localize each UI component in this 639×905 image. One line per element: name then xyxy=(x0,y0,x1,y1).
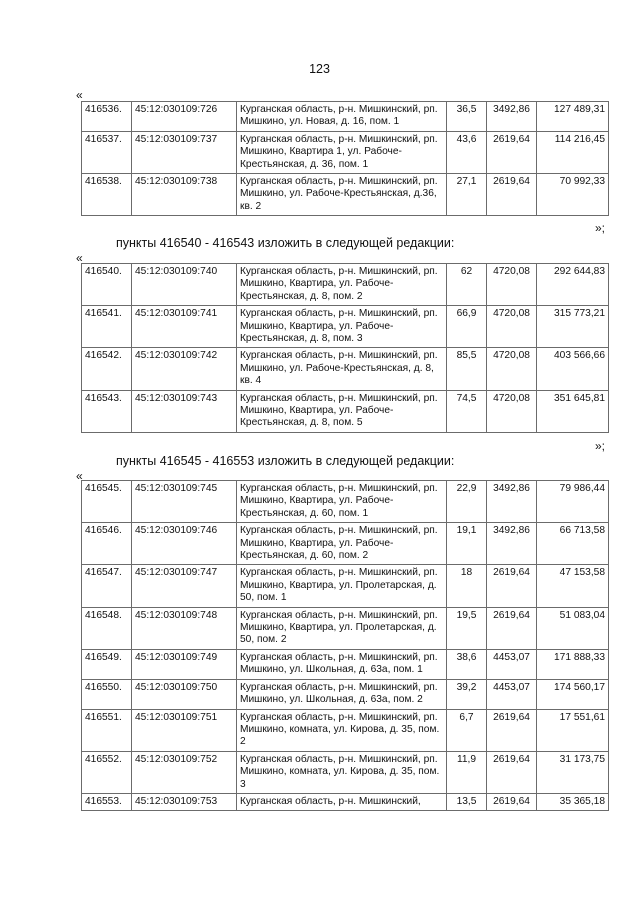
address-cell: Курганская область, р-н. Мишкинский, рп. Мишкино, ул. Рабоче-Крестьянская, д.36, кв. 2 xyxy=(237,174,447,216)
table-row xyxy=(82,565,609,607)
cadastral-number: 45:12:030109:753 xyxy=(132,793,237,810)
address-cell: Курганская область, р-н. Мишкинский, рп. Мишкино, Квартира 1, ул. Рабоче-Крестьянская, д. 36, пом. 1 xyxy=(237,131,447,173)
register-table xyxy=(81,101,609,216)
area-cell: 19,1 xyxy=(447,523,487,565)
rate-cell: 4720,08 xyxy=(487,390,537,432)
rate-cell: 4720,08 xyxy=(487,306,537,348)
row-number: 416546. xyxy=(82,523,132,565)
rate-cell: 4453,07 xyxy=(487,679,537,709)
cadastral-number: 45:12:030109:747 xyxy=(132,565,237,607)
table-row xyxy=(82,793,609,810)
table-row xyxy=(82,709,609,751)
cost-cell: 31 173,75 xyxy=(537,751,609,793)
row-number: 416545. xyxy=(82,481,132,523)
table-row xyxy=(82,481,609,523)
cadastral-number: 45:12:030109:750 xyxy=(132,679,237,709)
cadastral-number: 45:12:030109:740 xyxy=(132,264,237,306)
cadastral-number: 45:12:030109:726 xyxy=(132,102,237,132)
cadastral-number: 45:12:030109:741 xyxy=(132,306,237,348)
opening-quote: « xyxy=(76,88,83,102)
address-cell: Курганская область, р-н. Мишкинский, рп. Мишкино, ул. Школьная, д. 63а, пом. 2 xyxy=(237,679,447,709)
area-cell: 18 xyxy=(447,565,487,607)
cadastral-number: 45:12:030109:743 xyxy=(132,390,237,432)
area-cell: 13,5 xyxy=(447,793,487,810)
row-number: 416540. xyxy=(82,264,132,306)
cost-cell: 70 992,33 xyxy=(537,174,609,216)
row-number: 416541. xyxy=(82,306,132,348)
cost-cell: 47 153,58 xyxy=(537,565,609,607)
address-cell: Курганская область, р-н. Мишкинский, рп. Мишкино, ул. Школьная, д. 63а, пом. 1 xyxy=(237,649,447,679)
address-cell: Курганская область, р-н. Мишкинский, рп. Мишкино, ул. Рабоче-Крестьянская, д. 8, кв. 4 xyxy=(237,348,447,390)
row-number: 416551. xyxy=(82,709,132,751)
register-table xyxy=(81,480,609,811)
rate-cell: 4453,07 xyxy=(487,649,537,679)
cadastral-number: 45:12:030109:742 xyxy=(132,348,237,390)
cost-cell: 171 888,33 xyxy=(537,649,609,679)
cost-cell: 174 560,17 xyxy=(537,679,609,709)
rate-cell: 2619,64 xyxy=(487,793,537,810)
address-cell: Курганская область, р-н. Мишкинский, рп. Мишкино, Квартира, ул. Рабоче-Крестьянская, д. 60, пом. 2 xyxy=(237,523,447,565)
cadastral-number: 45:12:030109:746 xyxy=(132,523,237,565)
cost-cell: 403 566,66 xyxy=(537,348,609,390)
row-number: 416548. xyxy=(82,607,132,649)
cost-cell: 351 645,81 xyxy=(537,390,609,432)
area-cell: 74,5 xyxy=(447,390,487,432)
address-cell: Курганская область, р-н. Мишкинский, рп. Мишкино, Квартира, ул. Пролетарская, д. 50, пом. 1 xyxy=(237,565,447,607)
rate-cell: 2619,64 xyxy=(487,751,537,793)
cadastral-number: 45:12:030109:749 xyxy=(132,649,237,679)
rate-cell: 4720,08 xyxy=(487,264,537,306)
table-row xyxy=(82,174,609,216)
amendment-paragraph: пункты 416540 - 416543 изложить в следующей редакции: xyxy=(116,236,455,250)
address-cell: Курганская область, р-н. Мишкинский, рп. Мишкино, Квартира, ул. Рабоче-Крестьянская, д. 60, пом. 1 xyxy=(237,481,447,523)
opening-quote: « xyxy=(76,469,83,483)
cost-cell: 79 986,44 xyxy=(537,481,609,523)
area-cell: 19,5 xyxy=(447,607,487,649)
table-row xyxy=(82,390,609,432)
rate-cell: 2619,64 xyxy=(487,131,537,173)
cost-cell: 66 713,58 xyxy=(537,523,609,565)
area-cell: 85,5 xyxy=(447,348,487,390)
table-row xyxy=(82,751,609,793)
cost-cell: 315 773,21 xyxy=(537,306,609,348)
row-number: 416537. xyxy=(82,131,132,173)
rate-cell: 2619,64 xyxy=(487,607,537,649)
address-cell: Курганская область, р-н. Мишкинский, рп. Мишкино, комната, ул. Кирова, д. 35, пом. 3 xyxy=(237,751,447,793)
area-cell: 36,5 xyxy=(447,102,487,132)
cost-cell: 35 365,18 xyxy=(537,793,609,810)
cost-cell: 51 083,04 xyxy=(537,607,609,649)
address-cell: Курганская область, р-н. Мишкинский, рп. Мишкино, Квартира, ул. Рабоче-Крестьянская, д. 8, пом. 5 xyxy=(237,390,447,432)
area-cell: 62 xyxy=(447,264,487,306)
row-number: 416549. xyxy=(82,649,132,679)
rate-cell: 3492,86 xyxy=(487,102,537,132)
area-cell: 39,2 xyxy=(447,679,487,709)
cost-cell: 127 489,31 xyxy=(537,102,609,132)
row-number: 416536. xyxy=(82,102,132,132)
cadastral-number: 45:12:030109:752 xyxy=(132,751,237,793)
cost-cell: 292 644,83 xyxy=(537,264,609,306)
rate-cell: 2619,64 xyxy=(487,174,537,216)
table-row xyxy=(82,607,609,649)
address-cell: Курганская область, р-н. Мишкинский, рп. Мишкино, ул. Новая, д. 16, пом. 1 xyxy=(237,102,447,132)
table-row xyxy=(82,264,609,306)
cadastral-number: 45:12:030109:737 xyxy=(132,131,237,173)
row-number: 416550. xyxy=(82,679,132,709)
table-row xyxy=(82,523,609,565)
row-number: 416542. xyxy=(82,348,132,390)
table-row xyxy=(82,679,609,709)
page-number: 123 xyxy=(309,62,330,76)
cost-cell: 17 551,61 xyxy=(537,709,609,751)
register-table xyxy=(81,263,609,433)
address-cell: Курганская область, р-н. Мишкинский, рп. Мишкино, комната, ул. Кирова, д. 35, пом. 2 xyxy=(237,709,447,751)
cadastral-number: 45:12:030109:748 xyxy=(132,607,237,649)
opening-quote: « xyxy=(76,251,83,265)
rate-cell: 3492,86 xyxy=(487,481,537,523)
address-cell: Курганская область, р-н. Мишкинский, рп. Мишкино, Квартира, ул. Рабоче-Крестьянская, д. 8, пом. 2 xyxy=(237,264,447,306)
row-number: 416552. xyxy=(82,751,132,793)
rate-cell: 4720,08 xyxy=(487,348,537,390)
table-row xyxy=(82,649,609,679)
table-row xyxy=(82,102,609,132)
address-cell: Курганская область, р-н. Мишкинский, xyxy=(237,793,447,810)
area-cell: 43,6 xyxy=(447,131,487,173)
area-cell: 22,9 xyxy=(447,481,487,523)
address-cell: Курганская область, р-н. Мишкинский, рп. Мишкино, Квартира, ул. Рабоче-Крестьянская, д. 8, пом. 3 xyxy=(237,306,447,348)
table-row xyxy=(82,306,609,348)
area-cell: 27,1 xyxy=(447,174,487,216)
area-cell: 6,7 xyxy=(447,709,487,751)
address-cell: Курганская область, р-н. Мишкинский, рп. Мишкино, Квартира, ул. Пролетарская, д. 50, пом. 2 xyxy=(237,607,447,649)
closing-quote: »; xyxy=(594,439,605,453)
closing-quote: »; xyxy=(594,221,605,235)
rate-cell: 2619,64 xyxy=(487,565,537,607)
table-row xyxy=(82,348,609,390)
area-cell: 11,9 xyxy=(447,751,487,793)
row-number: 416553. xyxy=(82,793,132,810)
row-number: 416547. xyxy=(82,565,132,607)
cadastral-number: 45:12:030109:751 xyxy=(132,709,237,751)
row-number: 416543. xyxy=(82,390,132,432)
table-row xyxy=(82,131,609,173)
area-cell: 66,9 xyxy=(447,306,487,348)
rate-cell: 3492,86 xyxy=(487,523,537,565)
amendment-paragraph: пункты 416545 - 416553 изложить в следующей редакции: xyxy=(116,454,455,468)
area-cell: 38,6 xyxy=(447,649,487,679)
cadastral-number: 45:12:030109:738 xyxy=(132,174,237,216)
cadastral-number: 45:12:030109:745 xyxy=(132,481,237,523)
cost-cell: 114 216,45 xyxy=(537,131,609,173)
rate-cell: 2619,64 xyxy=(487,709,537,751)
row-number: 416538. xyxy=(82,174,132,216)
